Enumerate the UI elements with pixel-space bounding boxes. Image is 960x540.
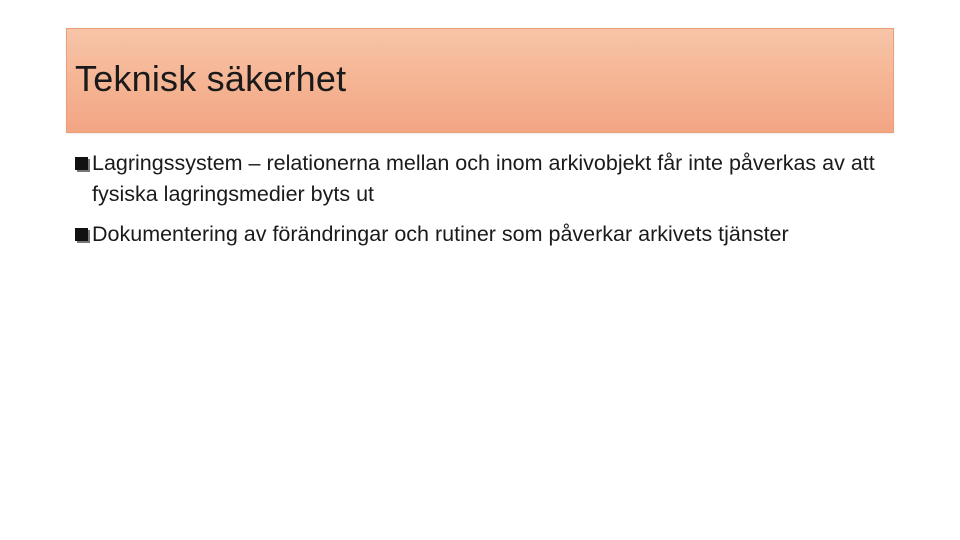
bullet-item <box>72 148 892 210</box>
bullet-text: Dokumentering av förändringar och rutiner som påverkar arkivets tjänster <box>92 222 789 246</box>
square-bullet-icon <box>75 157 88 170</box>
square-bullet-icon <box>75 228 88 241</box>
bullet-text: Lagringssystem – relationerna mellan och inom arkivobjekt får inte påverkas av att fysiska lagringsmedier byts ut <box>92 151 875 206</box>
slide-title: Teknisk säkerhet <box>75 58 347 99</box>
bullet-list <box>72 148 892 259</box>
title-banner <box>66 28 894 133</box>
bullet-item <box>72 219 892 250</box>
